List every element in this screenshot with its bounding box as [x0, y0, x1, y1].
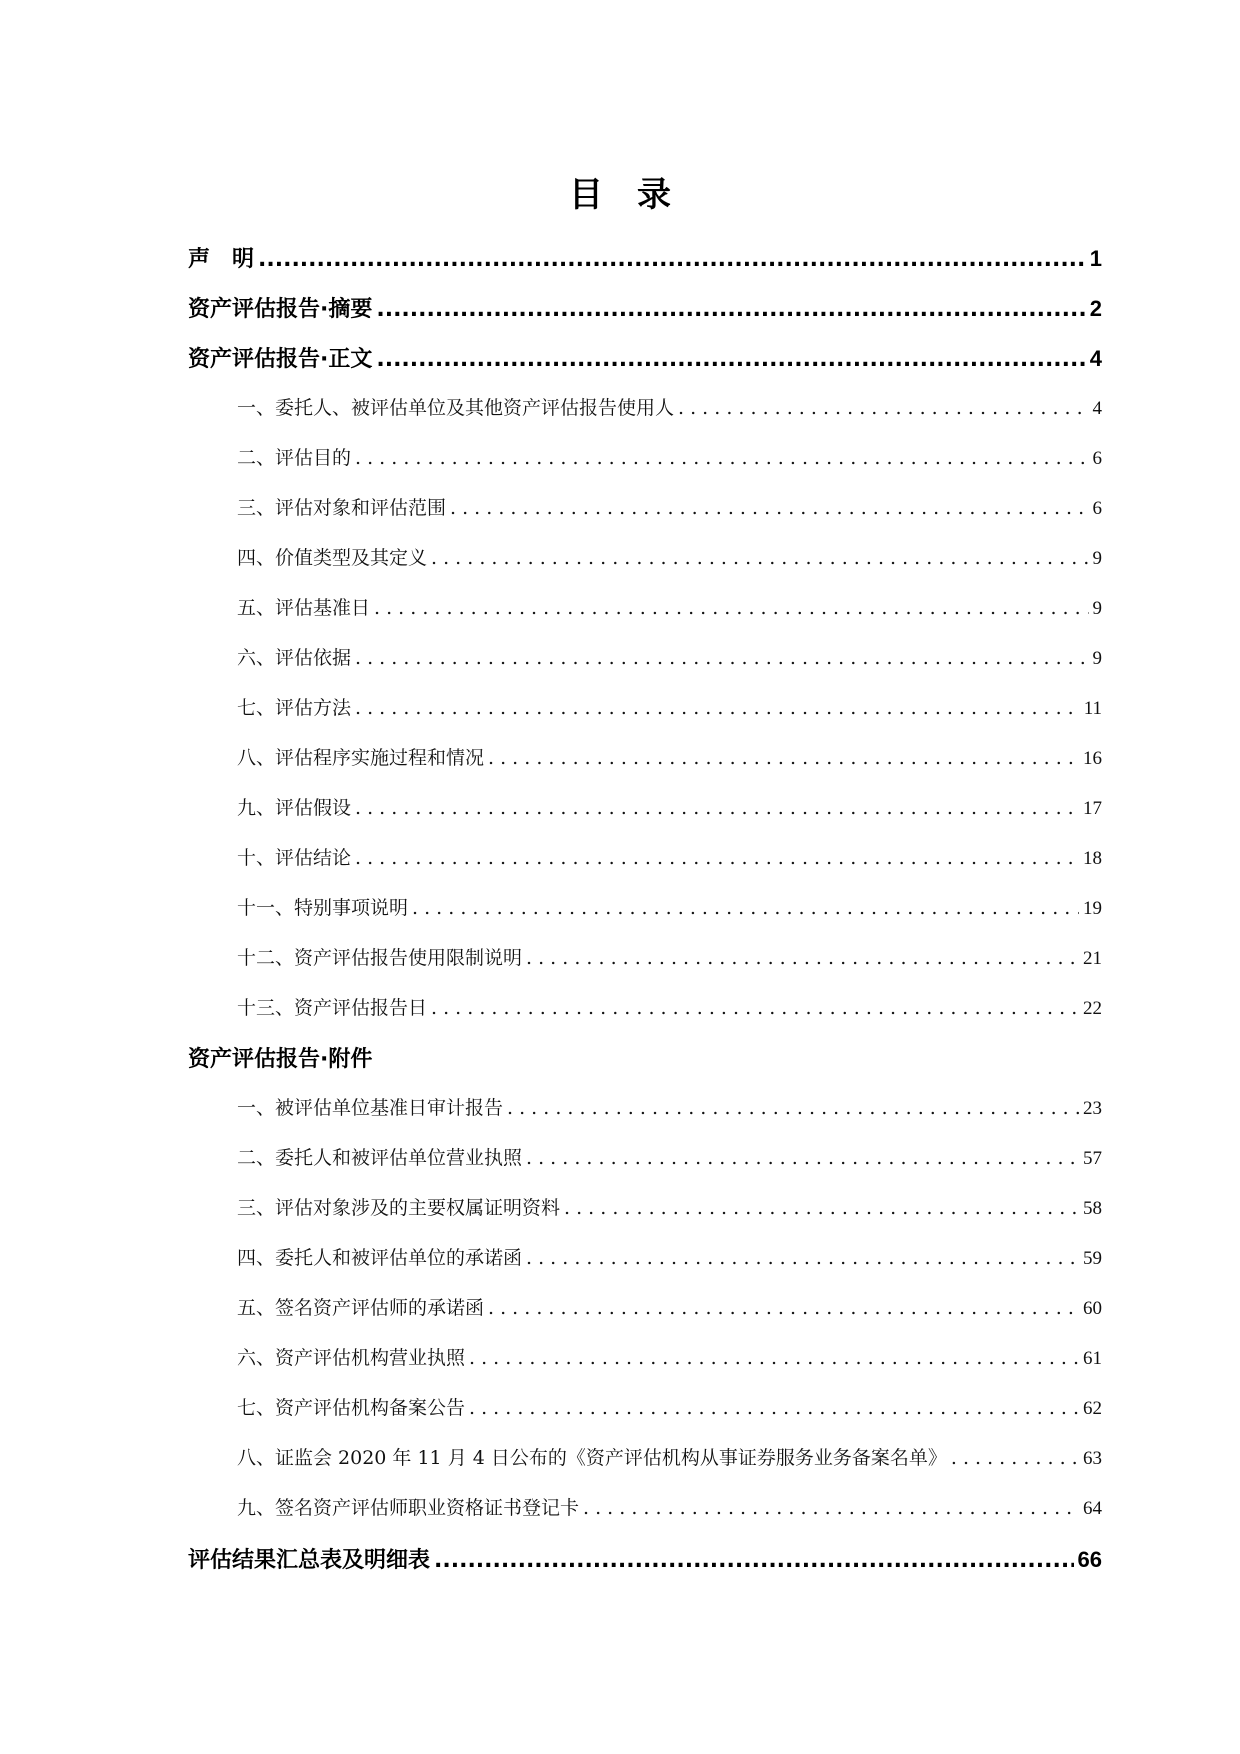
toc-entry-label: 四、委托人和被评估单位的承诺函 [237, 1247, 523, 1269]
toc-entry-label: 三、评估对象和评估范围 [237, 497, 447, 519]
toc-entry-label: 六、评估依据 [237, 647, 352, 669]
toc-entry[interactable] [237, 1343, 1102, 1370]
dot-leader [355, 797, 1079, 819]
toc-entry-page: 11 [1083, 698, 1102, 719]
toc-entry[interactable] [237, 1443, 1102, 1470]
toc-entry-page: 61 [1083, 1348, 1102, 1369]
dot-leader [355, 847, 1079, 869]
dot-leader [526, 947, 1079, 969]
toc-entry-page: 66 [1077, 1547, 1102, 1572]
page-title: 目 录 [569, 175, 671, 215]
toc-entry-label: 一、被评估单位基准日审计报告 [237, 1097, 504, 1119]
dot-leader [355, 447, 1088, 469]
dot-leader [376, 297, 1085, 322]
toc-entry-page: 4 [1092, 398, 1102, 419]
toc-entry-page: 16 [1083, 748, 1102, 769]
dot-leader [469, 1397, 1079, 1419]
toc-entry-label: 七、评估方法 [237, 697, 352, 719]
dot-leader [564, 1197, 1079, 1219]
toc-entry[interactable] [188, 1042, 1102, 1073]
toc-entry[interactable] [237, 1243, 1102, 1270]
toc-entry-page: 23 [1083, 1098, 1102, 1119]
toc-entry-page: 22 [1083, 998, 1102, 1019]
toc-entry-label: 五、评估基准日 [237, 597, 371, 619]
toc-entry[interactable] [237, 1143, 1102, 1170]
dot-leader [355, 647, 1088, 669]
dot-leader [450, 497, 1088, 519]
toc-entry-label: 十二、资产评估报告使用限制说明 [237, 947, 523, 969]
toc-entry-label: 七、资产评估机构备案公告 [237, 1397, 466, 1419]
toc-entry[interactable] [237, 743, 1102, 770]
toc-entry-label: 五、签名资产评估师的承诺函 [237, 1297, 485, 1319]
toc-entry-page: 21 [1083, 948, 1102, 969]
dot-leader [488, 747, 1079, 769]
dot-leader [258, 247, 1086, 272]
toc-entry-page: 6 [1092, 498, 1102, 519]
toc-entry[interactable] [237, 793, 1102, 820]
toc-entry-page: 59 [1083, 1248, 1102, 1269]
toc-entry-page: 60 [1083, 1298, 1102, 1319]
toc-entry-label: 九、评估假设 [237, 797, 352, 819]
toc-entry[interactable] [237, 1393, 1102, 1420]
toc-entry-label: 资产评估报告·摘要 [188, 297, 373, 322]
dot-leader [951, 1447, 1079, 1469]
toc-entry[interactable] [237, 393, 1102, 420]
toc-entry[interactable] [237, 843, 1102, 870]
toc-entry-page: 58 [1083, 1198, 1102, 1219]
toc-entry[interactable] [188, 1543, 1102, 1574]
toc-entry[interactable] [188, 342, 1102, 373]
dot-leader [526, 1147, 1079, 1169]
toc-entry[interactable] [237, 943, 1102, 970]
toc-entry-page: 19 [1083, 898, 1102, 919]
toc-entry[interactable] [237, 693, 1102, 720]
toc-entry-label: 声 明 [188, 247, 255, 272]
toc-entry-label: 六、资产评估机构营业执照 [237, 1347, 466, 1369]
toc-entry-label: 资产评估报告·附件 [188, 1047, 373, 1072]
toc-entry-label: 十一、特别事项说明 [237, 897, 409, 919]
toc-entry-label: 八、评估程序实施过程和情况 [237, 747, 485, 769]
toc-entry[interactable] [237, 1093, 1102, 1120]
dot-leader [469, 1347, 1079, 1369]
toc-entry-label: 资产评估报告·正文 [188, 347, 373, 372]
toc-entry-label: 二、委托人和被评估单位营业执照 [237, 1147, 523, 1169]
toc-entry-page: 9 [1092, 648, 1102, 669]
dot-leader [412, 897, 1079, 919]
toc-entry[interactable] [188, 292, 1102, 323]
toc-entry-label: 评估结果汇总表及明细表 [188, 1548, 431, 1573]
toc-entry-label: 十、评估结论 [237, 847, 352, 869]
toc-entry[interactable] [237, 493, 1102, 520]
toc-entry-label: 一、委托人、被评估单位及其他资产评估报告使用人 [237, 397, 675, 419]
toc-entry[interactable] [237, 1193, 1102, 1220]
dot-leader [488, 1297, 1079, 1319]
dot-leader [431, 547, 1088, 569]
toc-entry-page: 62 [1083, 1398, 1102, 1419]
dot-leader [431, 997, 1079, 1019]
toc-entry-page: 9 [1092, 598, 1102, 619]
dot-leader [583, 1497, 1079, 1519]
toc-entry-label: 九、签名资产评估师职业资格证书登记卡 [237, 1497, 580, 1519]
toc-entry-label: 八、证监会 2020 年 11 月 4 日公布的《资产评估机构从事证券服务业务备案名单》 [237, 1447, 947, 1469]
toc-entry[interactable] [237, 1493, 1102, 1520]
toc-entry-page: 2 [1089, 296, 1102, 321]
toc-entry-page: 1 [1089, 246, 1102, 271]
dot-leader [376, 347, 1085, 372]
toc-entry-label: 三、评估对象涉及的主要权属证明资料 [237, 1197, 561, 1219]
toc-entry-label: 四、价值类型及其定义 [237, 547, 428, 569]
toc-entry-page: 63 [1083, 1448, 1102, 1469]
toc-entry-page: 9 [1092, 548, 1102, 569]
toc-entry-label: 二、评估目的 [237, 447, 352, 469]
toc-entry-page: 64 [1083, 1498, 1102, 1519]
toc-entry-page: 17 [1083, 798, 1102, 819]
toc-entry[interactable] [237, 593, 1102, 620]
toc-entry[interactable] [237, 993, 1102, 1020]
toc-entry-page: 18 [1083, 848, 1102, 869]
toc-entry[interactable] [188, 242, 1102, 273]
toc-entry[interactable] [237, 443, 1102, 470]
toc-entry-page: 57 [1083, 1148, 1102, 1169]
toc-entry[interactable] [237, 543, 1102, 570]
dot-leader [355, 697, 1080, 719]
toc-entry[interactable] [237, 893, 1102, 920]
toc-entry-label: 十三、资产评估报告日 [237, 997, 428, 1019]
dot-leader [526, 1247, 1079, 1269]
dot-leader [507, 1097, 1079, 1119]
toc-entry[interactable] [237, 1293, 1102, 1320]
dot-leader [434, 1548, 1074, 1573]
dot-leader [374, 597, 1088, 619]
toc-entry-page: 6 [1092, 448, 1102, 469]
toc-entry[interactable] [237, 643, 1102, 670]
dot-leader [678, 397, 1088, 419]
toc-entry-page: 4 [1089, 346, 1102, 371]
